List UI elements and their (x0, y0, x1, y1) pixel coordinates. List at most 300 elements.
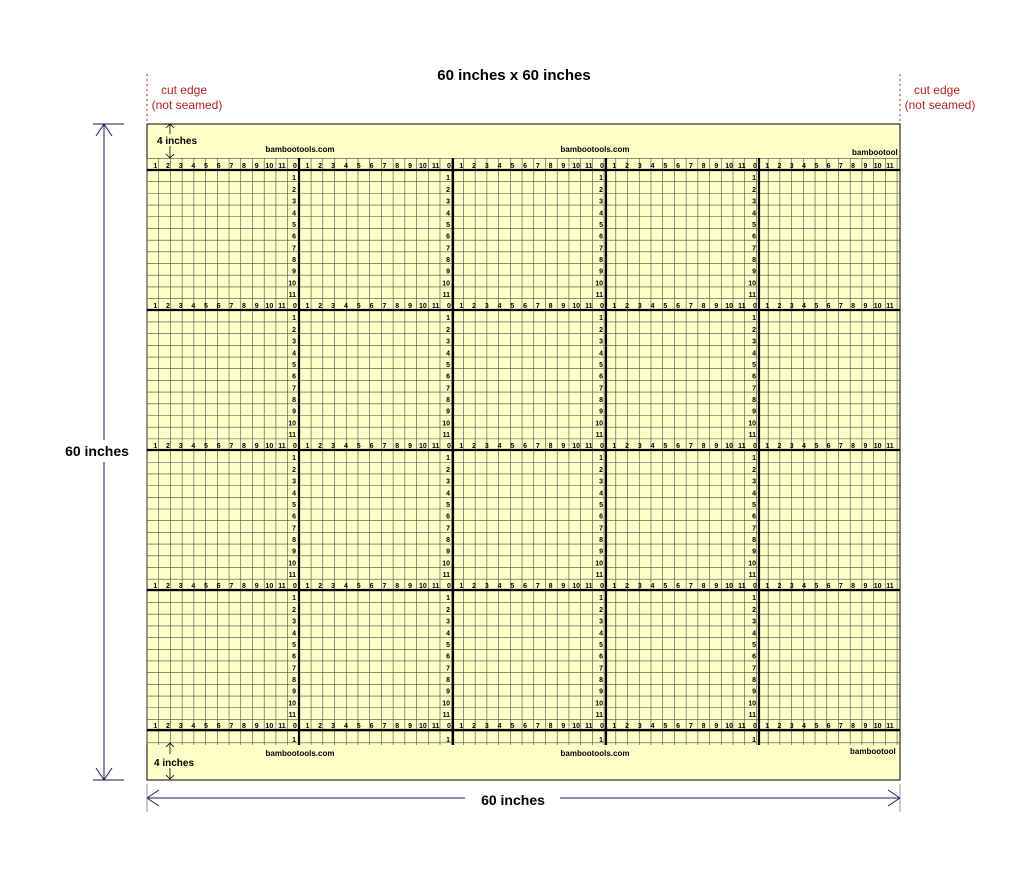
ruler-mark-horizontal: 7 (838, 163, 843, 170)
ruler-mark-horizontal: 3 (331, 583, 336, 590)
ruler-mark-zero: 0 (753, 723, 757, 730)
ruler-mark-horizontal: 9 (408, 723, 413, 730)
ruler-mark-vertical: 10 (748, 420, 756, 428)
ruler-mark-horizontal: 5 (510, 303, 515, 310)
ruler-mark-horizontal: 10 (873, 303, 882, 310)
ruler-mark-horizontal: 10 (419, 303, 427, 310)
ruler-mark-horizontal: 2 (472, 303, 477, 310)
ruler-mark-vertical: 11 (748, 572, 756, 580)
ruler-mark-horizontal: 3 (789, 303, 794, 310)
ruler-mark-horizontal: 6 (523, 443, 528, 450)
ruler-mark-vertical: 5 (446, 221, 450, 229)
ruler-mark-horizontal: 8 (395, 303, 400, 310)
ruler-mark-vertical: 5 (292, 501, 296, 509)
ruler-mark-zero: 0 (447, 163, 451, 170)
ruler-mark-horizontal: 1 (765, 443, 770, 450)
ruler-mark-horizontal: 1 (612, 443, 617, 450)
ruler-mark-vertical: 11 (748, 292, 756, 300)
ruler-mark-horizontal: 6 (523, 583, 528, 590)
ruler-mark-horizontal: 1 (305, 303, 310, 310)
ruler-mark-horizontal: 10 (572, 443, 581, 450)
ruler-mark-horizontal: 2 (318, 163, 323, 170)
ruler-mark-horizontal: 10 (725, 163, 734, 170)
ruler-mark-horizontal: 2 (777, 583, 782, 590)
ruler-mark-horizontal: 11 (278, 443, 286, 450)
ruler-mark-horizontal: 4 (497, 303, 502, 310)
ruler-mark-vertical: 5 (292, 221, 296, 229)
ruler-mark-horizontal: 5 (204, 163, 208, 170)
ruler-mark-horizontal: 10 (419, 723, 427, 730)
ruler-mark-horizontal: 9 (408, 163, 413, 170)
ruler-mark-horizontal: 6 (676, 443, 681, 450)
ruler-mark-vertical: 5 (292, 641, 296, 649)
ruler-mark-horizontal: 9 (863, 163, 868, 170)
ruler-mark-horizontal: 4 (343, 303, 348, 310)
ruler-mark-horizontal: 7 (838, 723, 843, 730)
ruler-mark-horizontal: 8 (395, 723, 400, 730)
ruler-mark-vertical: 11 (288, 432, 296, 440)
width-label: 60 inches (481, 792, 545, 808)
ruler-mark-horizontal: 9 (254, 443, 259, 450)
ruler-mark-horizontal: 11 (585, 163, 593, 170)
watermark-bottom-3: bambootool (850, 747, 896, 756)
ruler-mark-vertical: 11 (442, 572, 450, 580)
ruler-mark-horizontal: 1 (459, 583, 464, 590)
ruler-mark-horizontal: 6 (826, 443, 831, 450)
ruler-mark-vertical: 9 (292, 268, 296, 276)
ruler-mark-horizontal: 9 (561, 583, 566, 590)
ruler-mark-vertical: 7 (599, 665, 603, 673)
ruler-mark-horizontal: 11 (886, 303, 894, 310)
ruler-mark-vertical: 3 (446, 618, 450, 626)
ruler-mark-vertical: 2 (292, 466, 296, 474)
ruler-mark-horizontal: 6 (216, 163, 221, 170)
ruler-mark-vertical: 11 (748, 432, 756, 440)
ruler-mark-horizontal: 3 (178, 163, 183, 170)
ruler-mark-horizontal: 7 (688, 583, 693, 590)
ruler-mark-vertical: 9 (599, 268, 603, 276)
ruler-mark-horizontal: 5 (814, 723, 819, 730)
ruler-mark-horizontal: 11 (432, 443, 440, 450)
margin-top-label: 4 inches (157, 136, 198, 147)
paper-sheet (147, 124, 900, 780)
ruler-mark-horizontal: 1 (153, 303, 158, 310)
ruler-mark-horizontal: 11 (432, 163, 440, 170)
ruler-mark-vertical: 3 (752, 478, 756, 486)
ruler-mark-zero: 0 (447, 443, 451, 450)
ruler-mark-horizontal: 2 (166, 583, 170, 590)
ruler-mark-zero: 0 (447, 303, 451, 310)
ruler-mark-zero: 0 (293, 583, 297, 590)
ruler-mark-vertical: 1 (446, 595, 450, 603)
ruler-mark-zero: 0 (753, 303, 757, 310)
ruler-mark-horizontal: 4 (650, 303, 655, 310)
ruler-mark-vertical: 6 (292, 513, 296, 521)
ruler-mark-vertical: 8 (292, 537, 296, 545)
ruler-mark-zero: 0 (293, 163, 297, 170)
ruler-mark-horizontal: 5 (814, 443, 819, 450)
ruler-mark-horizontal: 5 (663, 303, 668, 310)
ruler-mark-horizontal: 6 (676, 303, 681, 310)
ruler-mark-vertical: 10 (748, 560, 756, 568)
ruler-mark-horizontal: 8 (548, 443, 553, 450)
ruler-mark-horizontal: 4 (191, 163, 196, 170)
ruler-mark-horizontal: 5 (356, 723, 361, 730)
ruler-mark-vertical: 4 (446, 350, 450, 358)
ruler-mark-horizontal: 4 (802, 723, 806, 730)
ruler-mark-horizontal: 5 (356, 303, 361, 310)
ruler-mark-vertical: 8 (292, 397, 296, 405)
ruler-mark-horizontal: 5 (510, 163, 515, 170)
ruler-mark-horizontal: 9 (561, 303, 566, 310)
ruler-mark-horizontal: 1 (305, 163, 310, 170)
ruler-mark-horizontal: 5 (204, 583, 208, 590)
cut-edge-right-line1: cut edge (913, 83, 961, 97)
ruler-mark-vertical: 6 (752, 513, 756, 521)
ruler-mark-vertical: 7 (752, 385, 756, 393)
ruler-mark-horizontal: 2 (472, 443, 477, 450)
ruler-mark-horizontal: 2 (166, 303, 170, 310)
ruler-mark-horizontal: 2 (625, 443, 630, 450)
ruler-mark-horizontal: 8 (548, 303, 553, 310)
ruler-mark-vertical: 6 (446, 233, 450, 241)
ruler-mark-horizontal: 10 (419, 443, 427, 450)
ruler-mark-horizontal: 3 (331, 443, 336, 450)
margin-bottom-label: 4 inches (154, 758, 195, 769)
ruler-mark-vertical: 10 (595, 700, 603, 708)
ruler-mark-horizontal: 2 (318, 723, 323, 730)
ruler-mark-horizontal: 7 (838, 583, 843, 590)
ruler-mark-horizontal: 8 (851, 583, 856, 590)
ruler-mark-horizontal: 6 (216, 303, 221, 310)
ruler-mark-vertical: 8 (599, 537, 603, 545)
ruler-mark-horizontal: 7 (382, 583, 387, 590)
ruler-mark-horizontal: 3 (331, 163, 336, 170)
ruler-mark-vertical: 11 (288, 292, 296, 300)
ruler-mark-vertical: 4 (752, 490, 756, 498)
ruler-mark-vertical: 2 (599, 606, 603, 614)
ruler-mark-horizontal: 4 (497, 723, 502, 730)
ruler-mark-vertical: 7 (446, 525, 450, 533)
ruler-mark-horizontal: 1 (459, 303, 464, 310)
ruler-mark-horizontal: 3 (789, 163, 794, 170)
ruler-mark-horizontal: 10 (572, 163, 581, 170)
ruler-mark-horizontal: 11 (886, 723, 894, 730)
ruler-mark-horizontal: 8 (548, 723, 553, 730)
ruler-mark-horizontal: 5 (663, 163, 668, 170)
ruler-mark-horizontal: 3 (484, 163, 489, 170)
ruler-mark-vertical: 2 (752, 466, 756, 474)
ruler-mark-vertical: 1 (599, 737, 603, 744)
ruler-mark-vertical: 1 (292, 595, 296, 603)
ruler-mark-vertical: 5 (599, 501, 603, 509)
ruler-mark-horizontal: 11 (278, 303, 286, 310)
ruler-mark-vertical: 1 (292, 315, 296, 323)
ruler-mark-horizontal: 1 (153, 443, 158, 450)
ruler-mark-vertical: 4 (292, 350, 296, 358)
ruler-mark-horizontal: 6 (826, 303, 831, 310)
ruler-mark-horizontal: 5 (510, 583, 515, 590)
ruler-mark-vertical: 11 (595, 572, 603, 580)
ruler-mark-horizontal: 3 (637, 723, 642, 730)
ruler-mark-vertical: 10 (288, 560, 296, 568)
ruler-mark-vertical: 2 (752, 606, 756, 614)
ruler-mark-horizontal: 10 (873, 583, 882, 590)
ruler-mark-horizontal: 8 (242, 583, 246, 590)
ruler-mark-horizontal: 5 (814, 163, 819, 170)
ruler-mark-horizontal: 3 (178, 443, 183, 450)
ruler-mark-horizontal: 4 (191, 443, 196, 450)
ruler-mark-vertical: 4 (599, 630, 603, 638)
ruler-mark-vertical: 10 (288, 280, 296, 288)
ruler-mark-vertical: 8 (752, 257, 756, 265)
ruler-mark-vertical: 4 (446, 210, 450, 218)
ruler-mark-vertical: 8 (292, 257, 296, 265)
ruler-mark-vertical: 11 (595, 292, 603, 300)
ruler-mark-vertical: 3 (599, 618, 603, 626)
ruler-mark-vertical: 6 (599, 653, 603, 661)
ruler-mark-horizontal: 1 (612, 583, 617, 590)
ruler-mark-horizontal: 7 (382, 303, 387, 310)
ruler-mark-horizontal: 10 (265, 163, 274, 170)
ruler-mark-vertical: 3 (599, 198, 603, 206)
ruler-mark-horizontal: 2 (625, 303, 630, 310)
ruler-mark-vertical: 7 (446, 665, 450, 673)
ruler-mark-horizontal: 11 (886, 443, 894, 450)
ruler-mark-horizontal: 11 (585, 583, 593, 590)
height-label: 60 inches (65, 443, 129, 459)
ruler-mark-horizontal: 9 (254, 583, 259, 590)
ruler-mark-horizontal: 1 (765, 583, 770, 590)
ruler-mark-horizontal: 5 (510, 723, 515, 730)
ruler-mark-horizontal: 9 (561, 723, 566, 730)
ruler-mark-horizontal: 9 (714, 723, 719, 730)
ruler-mark-horizontal: 2 (625, 723, 630, 730)
ruler-mark-horizontal: 2 (625, 163, 630, 170)
ruler-mark-horizontal: 2 (318, 303, 323, 310)
ruler-mark-horizontal: 7 (382, 723, 387, 730)
ruler-mark-vertical: 7 (446, 385, 450, 393)
ruler-mark-vertical: 9 (292, 408, 296, 416)
ruler-mark-horizontal: 3 (331, 723, 336, 730)
ruler-mark-zero: 0 (753, 583, 757, 590)
ruler-mark-horizontal: 3 (789, 723, 794, 730)
ruler-mark-horizontal: 7 (535, 163, 540, 170)
ruler-mark-horizontal: 6 (826, 583, 831, 590)
ruler-mark-horizontal: 8 (242, 163, 246, 170)
ruler-mark-vertical: 10 (748, 280, 756, 288)
ruler-mark-vertical: 6 (446, 513, 450, 521)
ruler-mark-horizontal: 6 (676, 163, 681, 170)
ruler-mark-horizontal: 7 (229, 303, 234, 310)
ruler-mark-horizontal: 9 (714, 303, 719, 310)
ruler-mark-vertical: 10 (748, 700, 756, 708)
watermark-bottom-2: bambootools.com (560, 749, 630, 758)
ruler-mark-horizontal: 2 (318, 583, 323, 590)
ruler-mark-horizontal: 6 (369, 583, 374, 590)
ruler-mark-vertical: 10 (288, 700, 296, 708)
ruler-mark-horizontal: 11 (886, 163, 894, 170)
ruler-mark-horizontal: 10 (419, 163, 427, 170)
ruler-mark-vertical: 4 (752, 210, 756, 218)
ruler-mark-horizontal: 5 (356, 583, 361, 590)
ruler-mark-vertical: 7 (446, 245, 450, 253)
ruler-mark-vertical: 8 (599, 677, 603, 685)
ruler-mark-horizontal: 11 (432, 303, 440, 310)
ruler-mark-vertical: 6 (446, 373, 450, 381)
ruler-mark-vertical: 5 (752, 361, 756, 369)
ruler-mark-horizontal: 10 (873, 443, 882, 450)
ruler-mark-horizontal: 6 (826, 163, 831, 170)
ruler-mark-vertical: 3 (292, 618, 296, 626)
ruler-mark-horizontal: 9 (863, 723, 868, 730)
ruler-mark-vertical: 1 (599, 175, 603, 183)
ruler-mark-horizontal: 8 (242, 443, 246, 450)
ruler-mark-horizontal: 10 (265, 723, 274, 730)
ruler-mark-horizontal: 10 (572, 583, 581, 590)
ruler-mark-vertical: 3 (446, 338, 450, 346)
ruler-mark-horizontal: 5 (510, 443, 515, 450)
ruler-mark-horizontal: 9 (254, 303, 259, 310)
ruler-mark-horizontal: 4 (497, 163, 502, 170)
ruler-mark-vertical: 2 (446, 606, 450, 614)
ruler-mark-vertical: 9 (752, 268, 756, 276)
ruler-mark-vertical: 8 (446, 537, 450, 545)
ruler-mark-horizontal: 3 (637, 583, 642, 590)
ruler-mark-horizontal: 10 (265, 443, 274, 450)
ruler-mark-horizontal: 3 (178, 583, 183, 590)
ruler-mark-horizontal: 7 (382, 163, 387, 170)
ruler-mark-horizontal: 10 (265, 583, 274, 590)
ruler-mark-horizontal: 8 (548, 583, 553, 590)
ruler-mark-horizontal: 6 (216, 723, 221, 730)
ruler-mark-horizontal: 2 (777, 443, 782, 450)
ruler-mark-vertical: 10 (442, 700, 450, 708)
ruler-mark-horizontal: 10 (873, 723, 882, 730)
ruler-mark-vertical: 11 (442, 292, 450, 300)
ruler-mark-horizontal: 4 (802, 583, 806, 590)
ruler-mark-horizontal: 6 (216, 583, 221, 590)
ruler-mark-vertical: 9 (599, 688, 603, 696)
ruler-mark-horizontal: 9 (408, 583, 413, 590)
ruler-mark-horizontal: 8 (851, 303, 856, 310)
ruler-mark-vertical: 8 (752, 537, 756, 545)
ruler-mark-horizontal: 2 (166, 443, 170, 450)
ruler-mark-vertical: 1 (599, 315, 603, 323)
ruler-mark-horizontal: 3 (484, 443, 489, 450)
grid-paper (147, 124, 900, 780)
ruler-mark-vertical: 3 (446, 198, 450, 206)
ruler-mark-horizontal: 7 (688, 443, 693, 450)
ruler-mark-horizontal: 7 (229, 723, 234, 730)
ruler-mark-horizontal: 9 (408, 443, 413, 450)
ruler-mark-horizontal: 4 (497, 443, 502, 450)
ruler-mark-vertical: 9 (446, 688, 450, 696)
ruler-mark-vertical: 1 (752, 315, 756, 323)
ruler-mark-vertical: 7 (752, 525, 756, 533)
ruler-mark-vertical: 1 (599, 595, 603, 603)
ruler-mark-horizontal: 1 (765, 303, 770, 310)
ruler-mark-horizontal: 1 (612, 723, 617, 730)
ruler-mark-vertical: 9 (752, 408, 756, 416)
ruler-mark-vertical: 4 (599, 210, 603, 218)
ruler-mark-horizontal: 5 (356, 163, 361, 170)
ruler-mark-horizontal: 7 (535, 723, 540, 730)
ruler-mark-horizontal: 4 (650, 163, 655, 170)
ruler-mark-horizontal: 8 (701, 723, 706, 730)
ruler-mark-vertical: 2 (599, 186, 603, 194)
ruler-mark-horizontal: 3 (484, 723, 489, 730)
ruler-mark-horizontal: 9 (714, 443, 719, 450)
ruler-mark-horizontal: 4 (650, 443, 655, 450)
ruler-mark-vertical: 11 (595, 432, 603, 440)
ruler-mark-horizontal: 4 (343, 443, 348, 450)
ruler-mark-horizontal: 8 (395, 163, 400, 170)
ruler-mark-vertical: 6 (752, 233, 756, 241)
ruler-mark-vertical: 5 (752, 641, 756, 649)
ruler-mark-vertical: 8 (599, 257, 603, 265)
ruler-mark-horizontal: 4 (343, 723, 348, 730)
ruler-mark-horizontal: 8 (851, 163, 856, 170)
ruler-mark-horizontal: 4 (191, 583, 196, 590)
ruler-mark-horizontal: 8 (395, 583, 400, 590)
ruler-mark-vertical: 1 (752, 595, 756, 603)
ruler-mark-horizontal: 4 (650, 583, 655, 590)
ruler-mark-zero: 0 (447, 583, 451, 590)
ruler-mark-vertical: 11 (442, 432, 450, 440)
ruler-mark-horizontal: 8 (701, 303, 706, 310)
ruler-mark-vertical: 9 (752, 688, 756, 696)
ruler-mark-vertical: 4 (292, 490, 296, 498)
ruler-mark-vertical: 2 (599, 466, 603, 474)
ruler-mark-vertical: 2 (599, 326, 603, 334)
ruler-mark-horizontal: 5 (204, 443, 208, 450)
ruler-mark-vertical: 2 (446, 326, 450, 334)
ruler-mark-vertical: 9 (446, 408, 450, 416)
ruler-mark-horizontal: 5 (356, 443, 361, 450)
ruler-mark-vertical: 6 (599, 233, 603, 241)
ruler-mark-horizontal: 6 (523, 163, 528, 170)
ruler-mark-vertical: 7 (599, 245, 603, 253)
ruler-mark-horizontal: 4 (650, 723, 655, 730)
ruler-mark-vertical: 4 (446, 490, 450, 498)
ruler-mark-vertical: 3 (446, 478, 450, 486)
ruler-mark-vertical: 3 (292, 198, 296, 206)
ruler-mark-vertical: 10 (442, 420, 450, 428)
ruler-mark-vertical: 8 (292, 677, 296, 685)
ruler-mark-vertical: 11 (288, 712, 296, 720)
ruler-mark-horizontal: 1 (612, 303, 617, 310)
ruler-mark-vertical: 3 (292, 478, 296, 486)
ruler-mark-vertical: 5 (599, 641, 603, 649)
ruler-mark-horizontal: 11 (738, 443, 746, 450)
ruler-mark-horizontal: 9 (254, 723, 259, 730)
ruler-mark-horizontal: 8 (701, 163, 706, 170)
ruler-mark-horizontal: 4 (343, 163, 348, 170)
ruler-mark-horizontal: 6 (369, 443, 374, 450)
ruler-mark-horizontal: 11 (432, 723, 440, 730)
ruler-mark-horizontal: 11 (432, 583, 440, 590)
ruler-mark-horizontal: 11 (738, 303, 746, 310)
ruler-mark-horizontal: 11 (585, 443, 593, 450)
ruler-mark-horizontal: 5 (204, 723, 208, 730)
ruler-mark-horizontal: 1 (612, 163, 617, 170)
ruler-mark-horizontal: 9 (561, 163, 566, 170)
ruler-mark-horizontal: 1 (305, 583, 310, 590)
ruler-mark-vertical: 1 (752, 455, 756, 463)
ruler-mark-horizontal: 5 (814, 303, 819, 310)
ruler-mark-vertical: 7 (292, 525, 296, 533)
